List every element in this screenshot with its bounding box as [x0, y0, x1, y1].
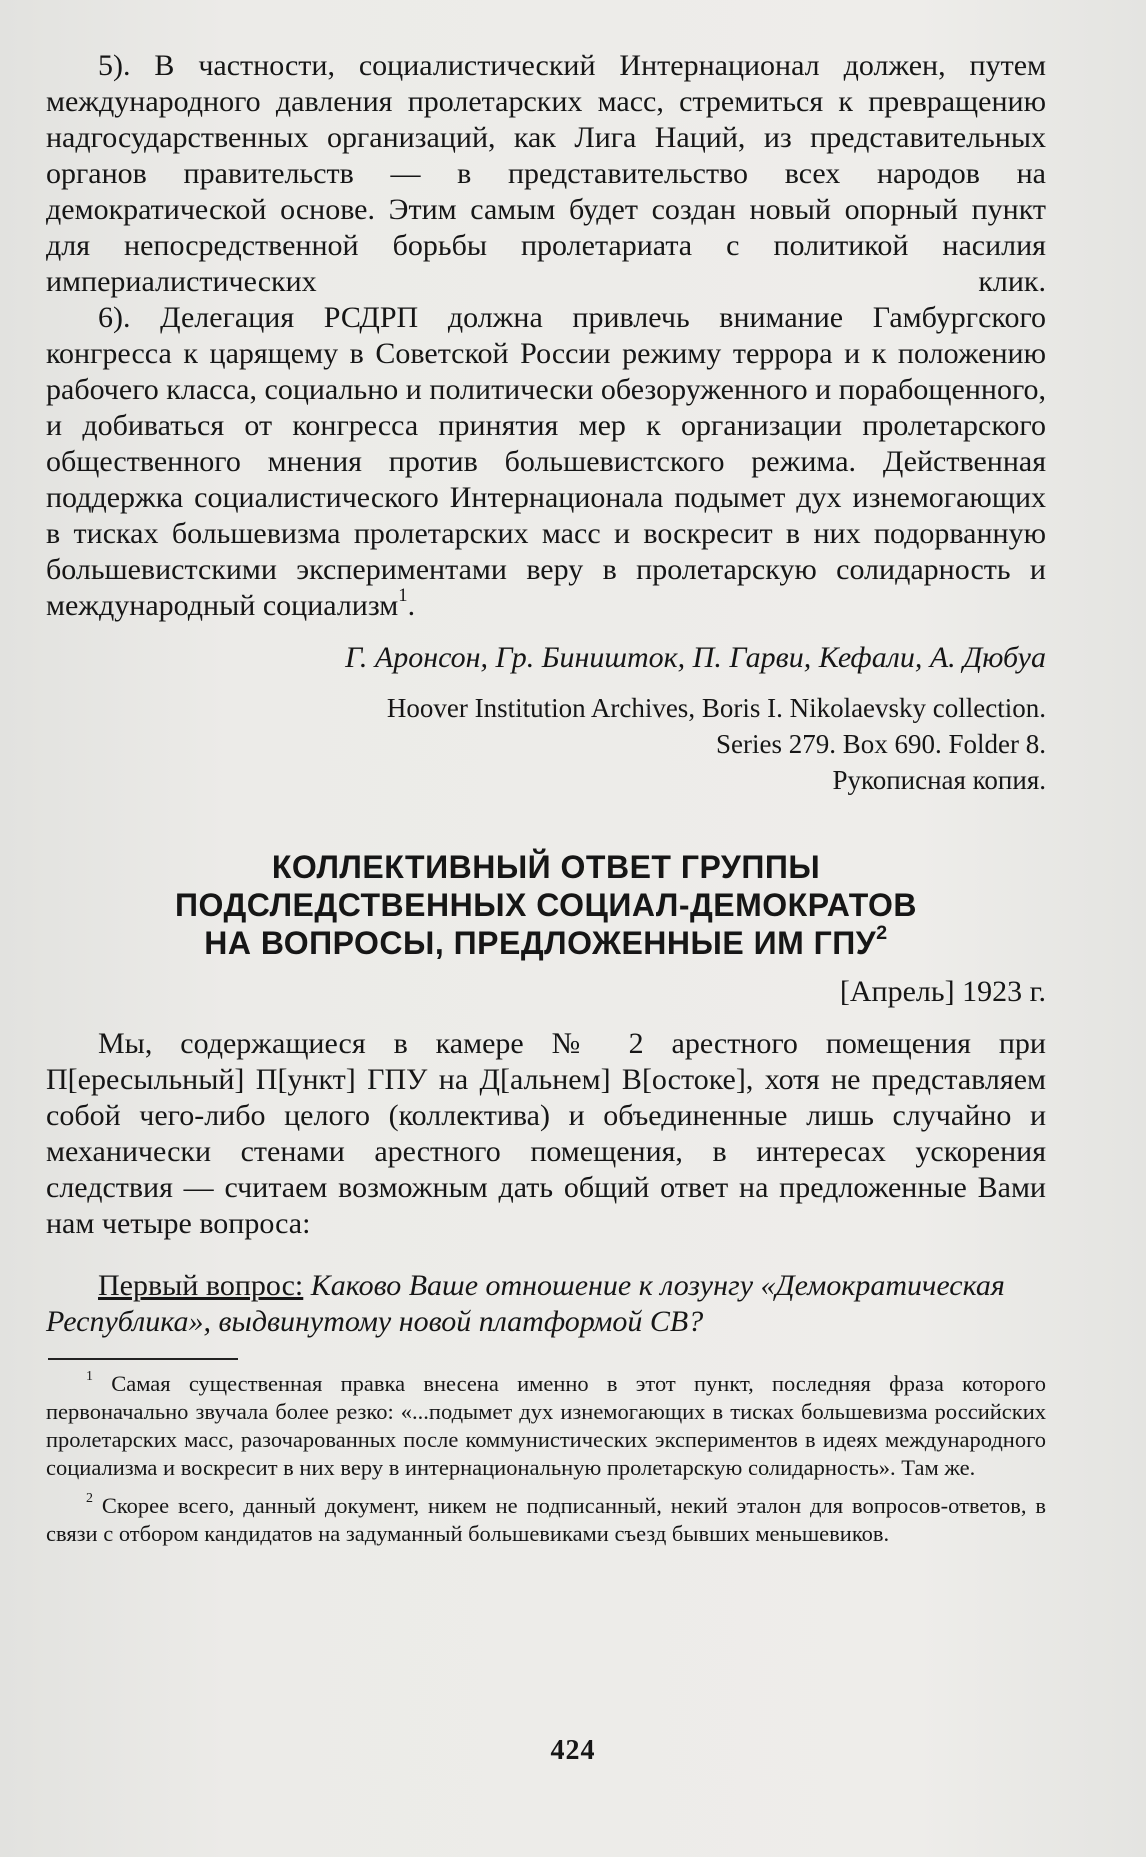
footnote-2-number: 2: [86, 1491, 93, 1507]
footnote-divider: [48, 1358, 238, 1360]
paragraph-6-text: 6). Делегация РСДРП должна привлечь внимание Гамбургского конгресса к царящему в Советской России режиму террора и к положению рабочего класса, социально и политически обезоруженного и порабощенного, и добиваться от конгресса принятия мер к организации пролетарского общественного мнения против большевистского режима. Действенная поддержка социалистического Интернационала подымет дух изнемогающих в тисках большевизма пролетарских масс и воскресит в них подорванную большевистскими экспериментами веру в пролетарскую солидарность и международный социализм: [46, 301, 1046, 622]
footnote-2-text: Скорее всего, данный документ, никем не подписанный, некий эталон для вопросов-ответов, в связи с отбором кандидатов на задуманный большевиками съезд бывших меньшевиков.: [46, 1493, 1046, 1546]
heading-line-2: ПОДСЛЕДСТВЕННЫХ СОЦИАЛ-ДЕМОКРАТОВ: [175, 887, 917, 923]
first-question: [46, 1268, 1046, 1340]
source-archive: Hoover Institution Archives, Boris I. Nikolaevsky collection.: [386, 693, 1046, 723]
paragraph-5: 5). В частности, социалистический Интернационал должен, путем международного давления пролетарских масс, стремиться к превращению надгосударственных организаций, как Лига Наций, из представительных органов правительств — в представительство всех народов на демократической основе. Этим самым будет создан новый опорный пункт для непосредственной борьбы пролетариата с политикой насилия империалистических клик.: [46, 49, 1046, 298]
intro-paragraph: Мы, содержащиеся в камере № 2 арестного помещения при П[ересыльный] П[ункт] ГПУ на Д[альнем] В[остоке], хотя не представляем собой чего-либо целого (коллектива) и объединенные лишь случайно и механически стенами арестного помещения, в интересах ускорения следствия — считаем возможным дать общий ответ на предложенные Вами нам четыре вопроса:: [46, 1027, 1046, 1240]
footnote-ref-1[interactable]: 1: [398, 585, 408, 607]
question-label: Первый вопрос:: [98, 1269, 304, 1302]
footnote-2: [46, 1492, 1046, 1548]
heading-line-3: [46, 924, 1046, 962]
paragraph-6-end: .: [407, 589, 416, 622]
footnote-1: [46, 1370, 1046, 1482]
footnote-1-text: Самая существенная правка внесена именно в этот пункт, последняя фраза которого первоначально звучала более резко: «...подымет дух изнемогающих в тисках большевизма российских пролетарских масс, разочарованных после коммунистических экспериментов в идеях международного социализма и воскресит в них веру в интернациональную пролетарскую солидарность». Там же.: [46, 1371, 1047, 1480]
source-series: Series 279. Box 690. Folder 8.: [716, 729, 1046, 759]
signature: Г. Аронсон, Гр. Биништок, П. Гарви, Кефали, А. Дюбуа: [345, 641, 1046, 674]
heading-line-3-text: НА ВОПРОСЫ, ПРЕДЛОЖЕННЫЕ ИМ ГПУ: [204, 925, 877, 961]
document-heading: [46, 848, 1046, 962]
source-copy-type: Рукописная копия.: [832, 765, 1046, 795]
heading-line-1: КОЛЛЕКТИВНЫЙ ОТВЕТ ГРУППЫ: [271, 849, 821, 885]
footnote-1-number: 1: [86, 1369, 93, 1385]
document-date: [Апрель] 1923 г.: [839, 975, 1046, 1008]
paragraph-6: [46, 300, 1046, 624]
footnote-ref-2[interactable]: 2: [876, 922, 888, 945]
page-number: 424: [550, 1735, 596, 1766]
question-text: Каково Ваше отношение к лозунгу «Демократическая Республика», выдвинутому новой платформой СВ?: [46, 1269, 1005, 1338]
